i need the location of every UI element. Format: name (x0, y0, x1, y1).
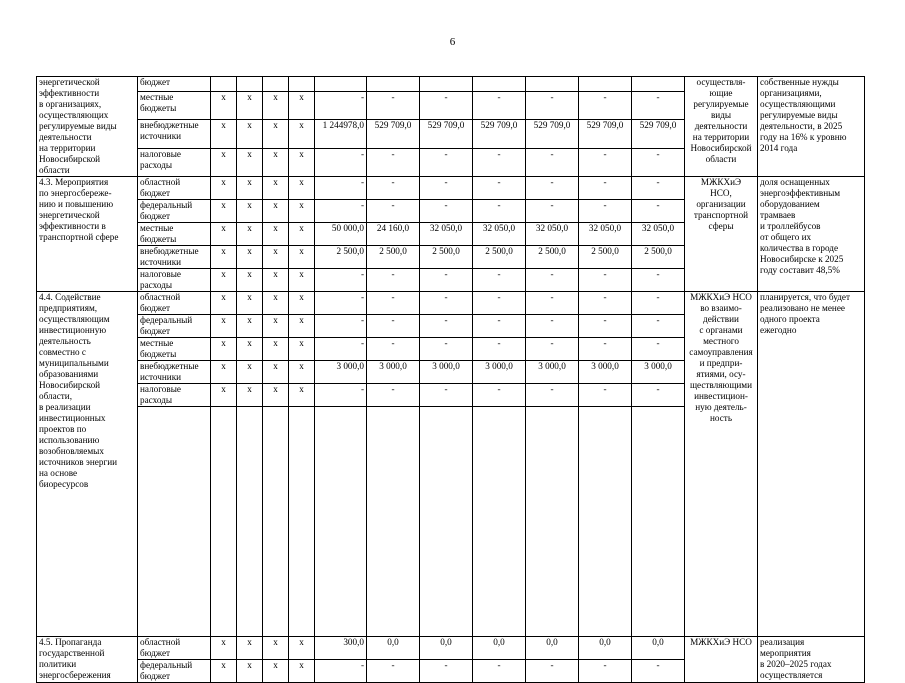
period-marker-cell: x (263, 660, 289, 683)
funding-value-cell: 2 500,0 (315, 246, 367, 269)
funding-value-cell: - (579, 660, 632, 683)
funding-value-cell: - (315, 177, 367, 200)
funding-source-cell: местные бюджеты (138, 338, 211, 361)
funding-value-cell: - (420, 269, 473, 292)
empty-cell (211, 407, 237, 637)
funding-value-cell: 50 000,0 (315, 223, 367, 246)
funding-value-cell: - (367, 315, 420, 338)
period-marker-cell: x (263, 223, 289, 246)
period-marker-cell: x (263, 292, 289, 315)
funding-value-cell: - (526, 177, 579, 200)
funding-value-cell: - (315, 292, 367, 315)
funding-source-cell: налоговые расходы (138, 148, 211, 176)
funding-value-cell: - (420, 177, 473, 200)
funding-value-cell: - (579, 148, 632, 176)
period-marker-cell: x (289, 177, 315, 200)
funding-source-cell: бюджет (138, 77, 211, 92)
period-marker-cell: x (289, 637, 315, 660)
period-marker-cell: x (263, 384, 289, 407)
funding-value-cell: 2 500,0 (367, 246, 420, 269)
period-marker-cell: x (263, 269, 289, 292)
funding-value-cell: 2 500,0 (526, 246, 579, 269)
period-marker-cell: x (237, 223, 263, 246)
funding-value-cell: - (579, 91, 632, 119)
period-marker-cell: x (263, 361, 289, 384)
funding-value-cell: 0,0 (367, 637, 420, 660)
funding-value-cell: - (473, 338, 526, 361)
funding-value-cell: - (526, 269, 579, 292)
period-marker-cell: x (211, 223, 237, 246)
funding-value-cell: 32 050,0 (526, 223, 579, 246)
funding-value-cell (367, 77, 420, 92)
funding-value-cell: 32 050,0 (632, 223, 685, 246)
period-marker-cell: x (289, 384, 315, 407)
funding-value-cell (473, 77, 526, 92)
period-marker-cell: x (237, 120, 263, 148)
funding-value-cell: - (367, 148, 420, 176)
funding-value-cell: - (579, 292, 632, 315)
funding-value-cell: 529 709,0 (473, 120, 526, 148)
period-marker-cell: x (237, 91, 263, 119)
funding-source-cell: областной бюджет (138, 292, 211, 315)
funding-value-cell: 0,0 (526, 637, 579, 660)
executor-cell: МЖКХиЭ НСО, организации транспортной сферы (685, 177, 758, 292)
empty-cell (367, 407, 420, 637)
funding-value-cell: 2 500,0 (473, 246, 526, 269)
funding-value-cell: - (315, 91, 367, 119)
period-marker-cell: x (211, 338, 237, 361)
period-marker-cell: x (237, 315, 263, 338)
period-marker-cell: x (263, 200, 289, 223)
period-marker-cell: x (211, 200, 237, 223)
funding-value-cell: 3 000,0 (367, 361, 420, 384)
funding-value-cell: - (315, 338, 367, 361)
period-marker-cell: x (211, 246, 237, 269)
period-marker-cell: x (237, 660, 263, 683)
period-marker-cell: x (211, 315, 237, 338)
funding-value-cell: - (367, 660, 420, 683)
period-marker-cell: x (237, 637, 263, 660)
funding-value-cell: - (579, 315, 632, 338)
funding-value-cell: 3 000,0 (420, 361, 473, 384)
funding-value-cell: 3 000,0 (632, 361, 685, 384)
measure-name-cell: 4.5. Пропаганда государственной политики энергосбережения (37, 637, 138, 683)
funding-value-cell (420, 77, 473, 92)
period-marker-cell: x (263, 91, 289, 119)
period-marker-cell: x (211, 269, 237, 292)
period-marker-cell: x (237, 246, 263, 269)
funding-value-cell: 2 500,0 (420, 246, 473, 269)
funding-value-cell (526, 77, 579, 92)
table-row (37, 77, 865, 92)
table-row (37, 292, 865, 315)
period-marker-cell: x (237, 384, 263, 407)
funding-value-cell: - (632, 269, 685, 292)
period-marker-cell: x (211, 177, 237, 200)
funding-value-cell: - (420, 200, 473, 223)
funding-source-cell: внебюджетные источники (138, 246, 211, 269)
period-marker-cell: x (289, 200, 315, 223)
table-row (37, 177, 865, 200)
funding-value-cell: - (526, 292, 579, 315)
funding-value-cell: - (526, 91, 579, 119)
funding-value-cell: - (420, 91, 473, 119)
period-marker-cell: x (237, 269, 263, 292)
funding-value-cell: - (473, 660, 526, 683)
funding-value-cell: 529 709,0 (579, 120, 632, 148)
empty-cell (420, 407, 473, 637)
measure-name-cell: энергетической эффективности в организациях, осуществляющих регулируемые виды деятельности на территории Новосибирской области (37, 77, 138, 177)
funding-value-cell (315, 77, 367, 92)
period-marker-cell: x (289, 660, 315, 683)
empty-cell (237, 407, 263, 637)
measure-name-cell: 4.3. Мероприятия по энергосбереже- нию и повышению энергетической эффективности в транспортной сфере (37, 177, 138, 292)
empty-cell (632, 407, 685, 637)
funding-value-cell: 2 500,0 (632, 246, 685, 269)
funding-source-cell: областной бюджет (138, 637, 211, 660)
empty-cell (138, 407, 211, 637)
funding-value-cell: - (632, 384, 685, 407)
funding-value-cell: 529 709,0 (632, 120, 685, 148)
period-marker-cell (263, 77, 289, 92)
period-marker-cell: x (211, 148, 237, 176)
funding-value-cell: - (315, 660, 367, 683)
period-marker-cell: x (263, 177, 289, 200)
funding-value-cell: 3 000,0 (315, 361, 367, 384)
period-marker-cell: x (289, 361, 315, 384)
period-marker-cell: x (263, 637, 289, 660)
expected-result-cell: доля оснащенных энергоэффективным оборудованием трамваев и троллейбусов от общего их количества в городе Новосибирске к 2025 году составит 48,5% (758, 177, 865, 292)
funding-value-cell: - (526, 315, 579, 338)
funding-value-cell: - (473, 91, 526, 119)
period-marker-cell: x (211, 384, 237, 407)
executor-cell: МЖКХиЭ НСО во взаимо- действии с органами местного самоуправления и предпри- ятиями, осу- ществляющими инвестицион- ную деятель- ность (685, 292, 758, 637)
period-marker-cell: x (237, 148, 263, 176)
period-marker-cell: x (289, 246, 315, 269)
funding-value-cell: - (367, 91, 420, 119)
funding-value-cell: 32 050,0 (420, 223, 473, 246)
funding-value-cell: 529 709,0 (420, 120, 473, 148)
funding-value-cell: - (632, 177, 685, 200)
funding-source-cell: областной бюджет (138, 177, 211, 200)
period-marker-cell: x (211, 120, 237, 148)
funding-value-cell: - (579, 200, 632, 223)
funding-value-cell: 529 709,0 (367, 120, 420, 148)
page-number: 6 (449, 36, 456, 48)
funding-value-cell: - (367, 338, 420, 361)
funding-value-cell: - (473, 148, 526, 176)
executor-cell: МЖКХиЭ НСО (685, 637, 758, 683)
funding-value-cell (632, 77, 685, 92)
funding-value-cell: - (420, 292, 473, 315)
funding-value-cell (579, 77, 632, 92)
period-marker-cell (289, 77, 315, 92)
period-marker-cell: x (263, 338, 289, 361)
period-marker-cell: x (289, 338, 315, 361)
funding-source-cell: внебюджетные источники (138, 361, 211, 384)
period-marker-cell: x (211, 637, 237, 660)
funding-value-cell: - (367, 292, 420, 315)
period-marker-cell: x (237, 177, 263, 200)
funding-value-cell: - (420, 148, 473, 176)
funding-value-cell: - (526, 338, 579, 361)
period-marker-cell: x (237, 200, 263, 223)
funding-source-cell: внебюджетные источники (138, 120, 211, 148)
funding-value-cell: 32 050,0 (473, 223, 526, 246)
period-marker-cell: x (211, 361, 237, 384)
funding-value-cell: - (632, 148, 685, 176)
period-marker-cell: x (237, 292, 263, 315)
funding-value-cell: - (367, 384, 420, 407)
period-marker-cell: x (289, 223, 315, 246)
funding-value-cell: - (632, 200, 685, 223)
funding-value-cell: - (526, 148, 579, 176)
period-marker-cell: x (289, 148, 315, 176)
funding-source-cell: налоговые расходы (138, 269, 211, 292)
funding-value-cell: - (473, 269, 526, 292)
measure-name-cell: 4.4. Содействие предприятиям, осуществляющим инвестиционную деятельность совместно с муниципальными образованиями Новосибирской области, в реализации инвестиционных проектов по использованию возобновляемых источников энергии на основе биоресурсов (37, 292, 138, 637)
funding-value-cell: - (420, 384, 473, 407)
funding-value-cell: 3 000,0 (473, 361, 526, 384)
funding-value-cell: - (367, 200, 420, 223)
expected-result-cell: планируется, что будет реализовано не менее одного проекта ежегодно (758, 292, 865, 637)
funding-value-cell: - (473, 315, 526, 338)
funding-source-cell: налоговые расходы (138, 384, 211, 407)
funding-value-cell: - (579, 269, 632, 292)
funding-value-cell: - (420, 338, 473, 361)
period-marker-cell: x (289, 315, 315, 338)
funding-value-cell: 0,0 (579, 637, 632, 660)
funding-value-cell: - (367, 177, 420, 200)
funding-value-cell: - (367, 269, 420, 292)
funding-value-cell: - (579, 177, 632, 200)
period-marker-cell: x (263, 246, 289, 269)
funding-value-cell: - (632, 338, 685, 361)
funding-value-cell: - (526, 660, 579, 683)
period-marker-cell (211, 77, 237, 92)
funding-value-cell: 0,0 (473, 637, 526, 660)
period-marker-cell: x (263, 148, 289, 176)
funding-value-cell: - (526, 384, 579, 407)
funding-source-cell: местные бюджеты (138, 223, 211, 246)
program-table (36, 76, 865, 683)
table-body (37, 77, 865, 683)
funding-source-cell: местные бюджеты (138, 91, 211, 119)
funding-value-cell: - (315, 384, 367, 407)
funding-value-cell: - (632, 91, 685, 119)
funding-value-cell: 529 709,0 (526, 120, 579, 148)
empty-cell (289, 407, 315, 637)
funding-value-cell: - (315, 200, 367, 223)
funding-value-cell: 1 244978,0 (315, 120, 367, 148)
empty-cell (579, 407, 632, 637)
funding-value-cell: - (473, 177, 526, 200)
period-marker-cell: x (263, 315, 289, 338)
period-marker-cell (237, 77, 263, 92)
expected-result-cell: реализация мероприятия в 2020–2025 годах осуществляется (758, 637, 865, 683)
funding-value-cell: - (315, 269, 367, 292)
funding-source-cell: федеральный бюджет (138, 660, 211, 683)
funding-value-cell: 0,0 (420, 637, 473, 660)
period-marker-cell: x (263, 120, 289, 148)
period-marker-cell: x (211, 91, 237, 119)
funding-value-cell: 3 000,0 (526, 361, 579, 384)
funding-value-cell: - (473, 384, 526, 407)
funding-value-cell: - (526, 200, 579, 223)
funding-value-cell: 24 160,0 (367, 223, 420, 246)
funding-value-cell: - (632, 292, 685, 315)
funding-value-cell: 3 000,0 (579, 361, 632, 384)
period-marker-cell: x (237, 338, 263, 361)
funding-source-cell: федеральный бюджет (138, 315, 211, 338)
funding-value-cell: - (473, 292, 526, 315)
funding-value-cell: - (315, 315, 367, 338)
period-marker-cell: x (237, 361, 263, 384)
funding-value-cell: - (420, 660, 473, 683)
empty-cell (473, 407, 526, 637)
funding-value-cell: - (473, 200, 526, 223)
funding-value-cell: - (632, 315, 685, 338)
period-marker-cell: x (289, 91, 315, 119)
period-marker-cell: x (211, 292, 237, 315)
empty-cell (315, 407, 367, 637)
funding-value-cell: - (579, 338, 632, 361)
funding-value-cell: 32 050,0 (579, 223, 632, 246)
funding-value-cell: - (315, 148, 367, 176)
funding-source-cell: федеральный бюджет (138, 200, 211, 223)
empty-cell (263, 407, 289, 637)
funding-value-cell: - (420, 315, 473, 338)
period-marker-cell: x (289, 292, 315, 315)
funding-value-cell: 0,0 (632, 637, 685, 660)
executor-cell: осуществля- ющие регулируемые виды деятельности на территории Новосибирской области (685, 77, 758, 177)
period-marker-cell: x (211, 660, 237, 683)
period-marker-cell: x (289, 120, 315, 148)
empty-cell (526, 407, 579, 637)
funding-value-cell: 300,0 (315, 637, 367, 660)
funding-value-cell: - (579, 384, 632, 407)
period-marker-cell: x (289, 269, 315, 292)
funding-value-cell: 2 500,0 (579, 246, 632, 269)
funding-value-cell: - (632, 660, 685, 683)
expected-result-cell: собственные нужды организациями, осуществляющими регулируемые виды деятельности, в 2025 году на 16% к уровню 2014 года (758, 77, 865, 177)
